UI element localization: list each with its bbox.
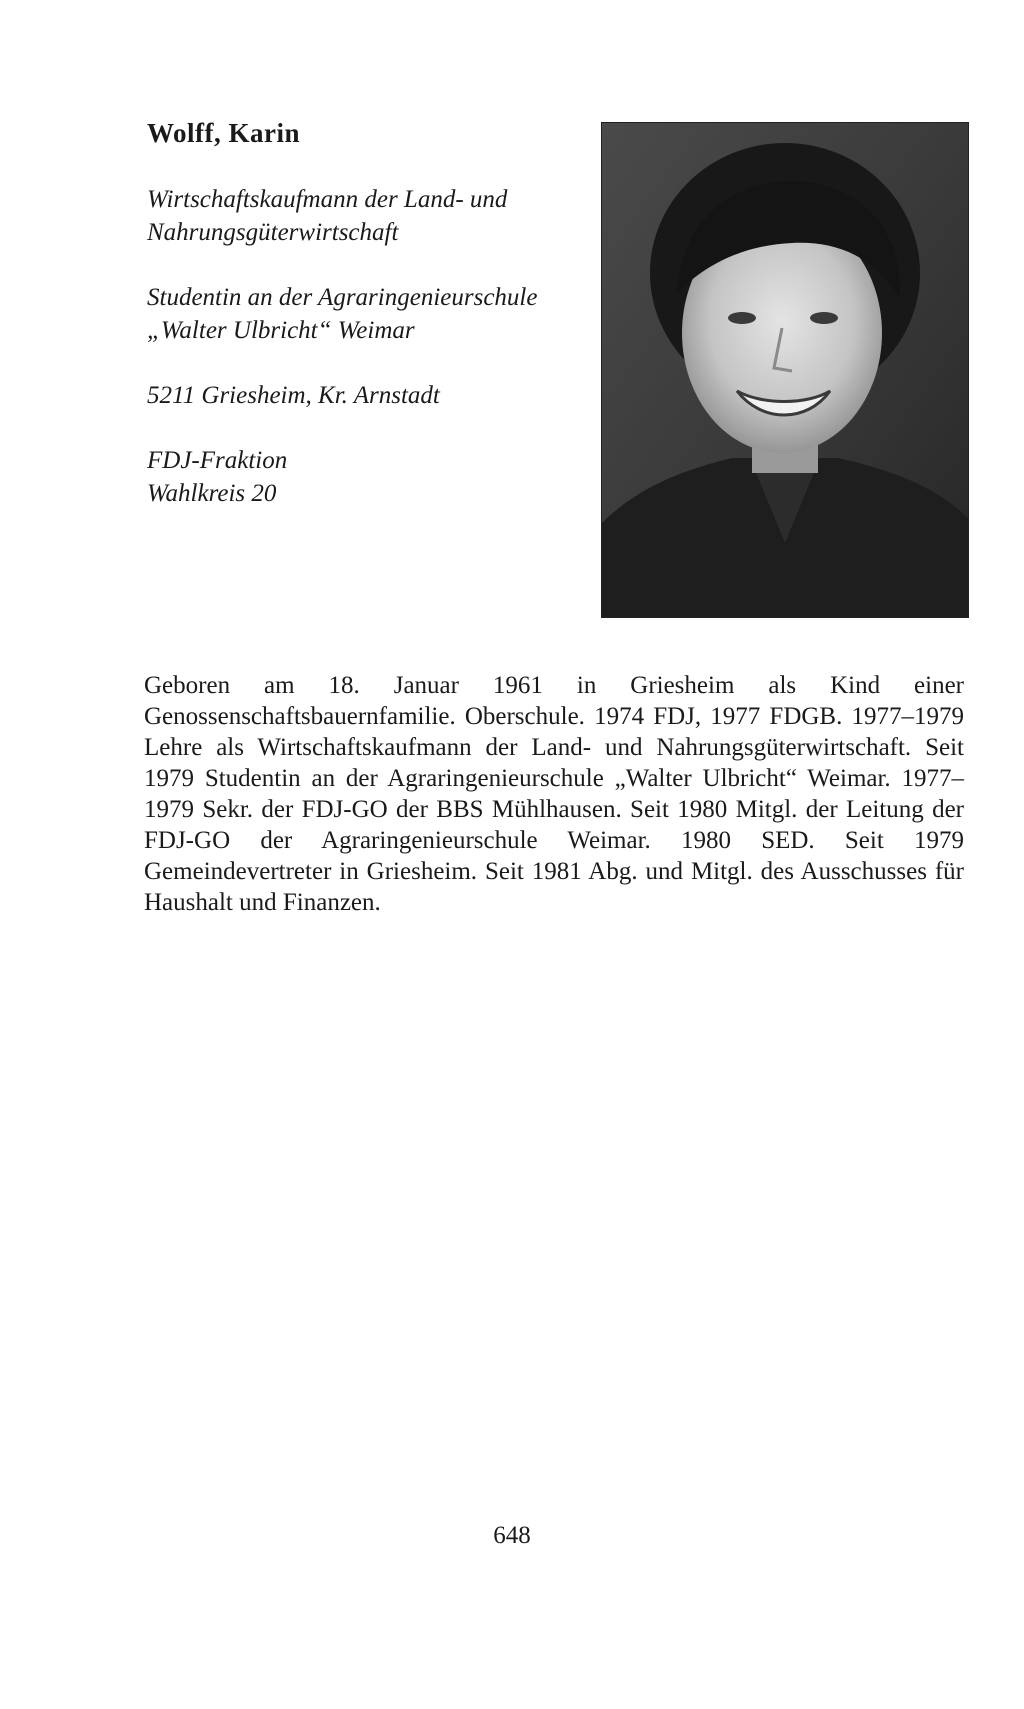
parliamentary-group: [147, 444, 577, 510]
address: [147, 379, 577, 412]
position: [147, 281, 577, 347]
position-line: Studentin an der Agraringenieurschule: [147, 284, 538, 311]
portrait-illustration: [602, 123, 968, 617]
profession-line: Nahrungsgüterwirtschaft: [147, 219, 399, 246]
fraction-line: FDJ-Fraktion: [147, 447, 288, 474]
page-number: 648: [493, 1522, 531, 1549]
biography-text: Geboren am 18. Januar 1961 in Griesheim als Kind einer Genossenschaftsbauernfamilie. Oberschule. 1974 FDJ, 1977 FDGB. 1977–1979 Lehre als Wirtschaftskaufmann der Land- und Nahrungsgüterwirtschaft. Seit 1979 Studentin an der Agraringenieurschule „Walter Ulbricht“ Weimar. 1977–1979 Sekr. der FDJ-GO der BBS Mühlhausen. Seit 1980 Mitgl. der Leitung der FDJ-GO der Agraringenieurschule Weimar. 1980 SED. Seit 1979 Gemeindevertreter in Griesheim. Seit 1981 Abg. und Mitgl. des Ausschusses für Haushalt und Finanzen.: [144, 672, 964, 916]
address-line: 5211 Griesheim, Kr. Arnstadt: [147, 382, 440, 409]
profession: [147, 183, 577, 249]
entry-meta: [147, 183, 577, 542]
entry-name: Wolff, Karin: [147, 118, 300, 148]
portrait-photo: [601, 122, 969, 618]
constituency-line: Wahlkreis 20: [147, 480, 277, 507]
profession-line: Wirtschaftskaufmann der Land- und: [147, 186, 508, 213]
position-line: „Walter Ulbricht“ Weimar: [147, 317, 415, 344]
